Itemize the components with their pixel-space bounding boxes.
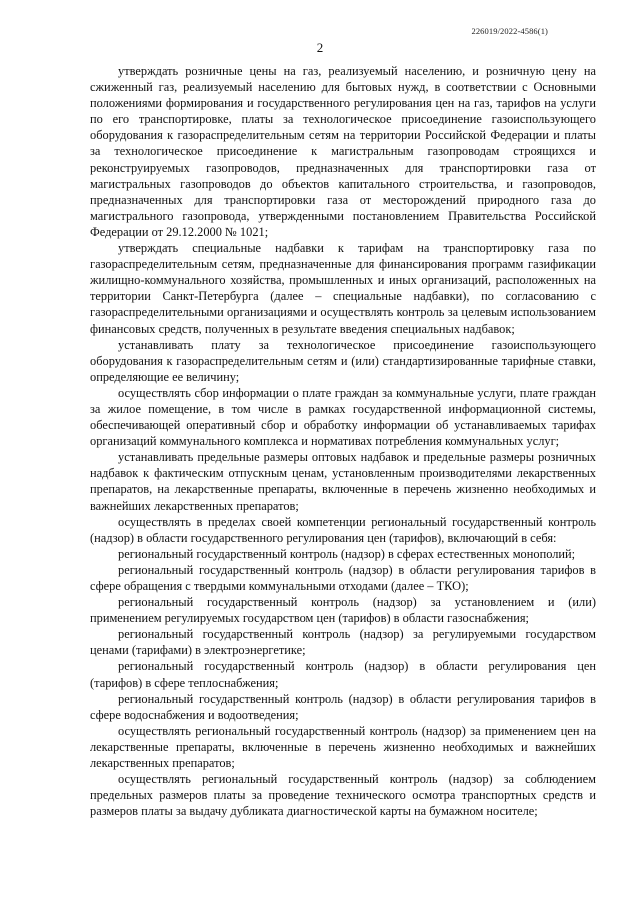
paragraph: утверждать специальные надбавки к тарифам на транспортировку газа по газораспределительным сетям, предназначенные для финансирования программ газификации жилищно-коммунального хозяйства, промышленных и иных организаций, расположенных на территории Санкт-Петербурга (далее – специальные надбавки), по согласованию с газораспределительными организациями и осуществлять контроль за целевым использованием финансовых средств, полученных в результате введения специальных надбавок; (90, 241, 596, 336)
paragraph: осуществлять региональный государственный контроль (надзор) за применением цен на лекарственные препараты, включенные в перечень жизненно необходимых и важнейших лекарственных препаратов; (90, 723, 596, 771)
document-body (90, 63, 596, 819)
paragraph: региональный государственный контроль (надзор) за регулируемыми государством ценами (тарифами) в электроэнергетике; (90, 627, 596, 658)
paragraph: устанавливать плату за технологическое присоединение газоиспользующего оборудования к газораспределительным сетям и (или) стандартизированные тарифные ставки, определяющие ее величину; (90, 337, 596, 384)
page-number: 2 (316, 40, 324, 55)
paragraph: осуществлять региональный государственный контроль (надзор) за соблюдением предельных размеров платы за проведение технического осмотра транспортных средств и размеров платы за выдачу дубликата диагностической карты на бумажном носителе; (90, 772, 596, 819)
paragraph: осуществлять сбор информации о плате граждан за коммунальные услуги, плате граждан за жилое помещение, в том числе в рамках государственной информационной системы, обеспечивающей оперативный сбор и обработку информации об устанавливаемых тарифах организаций коммунального комплекса и нормативах потребления коммунальных услуг; (90, 385, 596, 449)
paragraph: осуществлять в пределах своей компетенции региональный государственный контроль (надзор) в области государственного регулирования цен (тарифов), включающий в себя: (90, 514, 596, 545)
paragraph: устанавливать предельные размеры оптовых надбавок и предельные размеры розничных надбавок к фактическим отпускным ценам, установленным производителями лекарственных препаратов, на лекарственные препараты, включенные в перечень жизненно необходимых и важнейших лекарственных препаратов; (90, 450, 596, 513)
paragraph: утверждать розничные цены на газ, реализуемый населению, и розничную цену на сжиженный газ, реализуемый населению для бытовых нужд, в соответствии с Основными положениями формирования и государственного регулирования цен на газ, тарифов на услуги по его транспортировке, платы за технологическое присоединение газоиспользующего оборудования к газораспределительным сетям на территории Российской Федерации и платы за технологическое присоединение к магистральным газопроводам строящихся и реконструируемых газопроводов, предназначенных для транспортировки газа от магистральных газопроводов до объектов капитального строительства, и газопроводов, предназначенных для транспортировки газа от месторождений природного газа до магистрального газопровода, утвержденными постановлением Правительства Российской Федерации от 29.12.2000 № 1021; (90, 64, 596, 239)
paragraph: региональный государственный контроль (надзор) в области регулирования тарифов в сфере обращения с твердыми коммунальными отходами (далее – ТКО); (90, 562, 596, 593)
paragraph: региональный государственный контроль (надзор) в области регулирования тарифов в сфере водоснабжения и водоотведения; (90, 691, 596, 722)
document-number: 226019/2022-4586(1) (471, 26, 548, 36)
paragraph: региональный государственный контроль (надзор) в сферах естественных монополий; (118, 546, 576, 561)
paragraph: региональный государственный контроль (надзор) за установлением и (или) применением регулируемых государством цен (тарифов) в области газоснабжения; (90, 595, 596, 626)
paragraph: региональный государственный контроль (надзор) в области регулирования цен (тарифов) в сфере теплоснабжения; (90, 659, 596, 690)
